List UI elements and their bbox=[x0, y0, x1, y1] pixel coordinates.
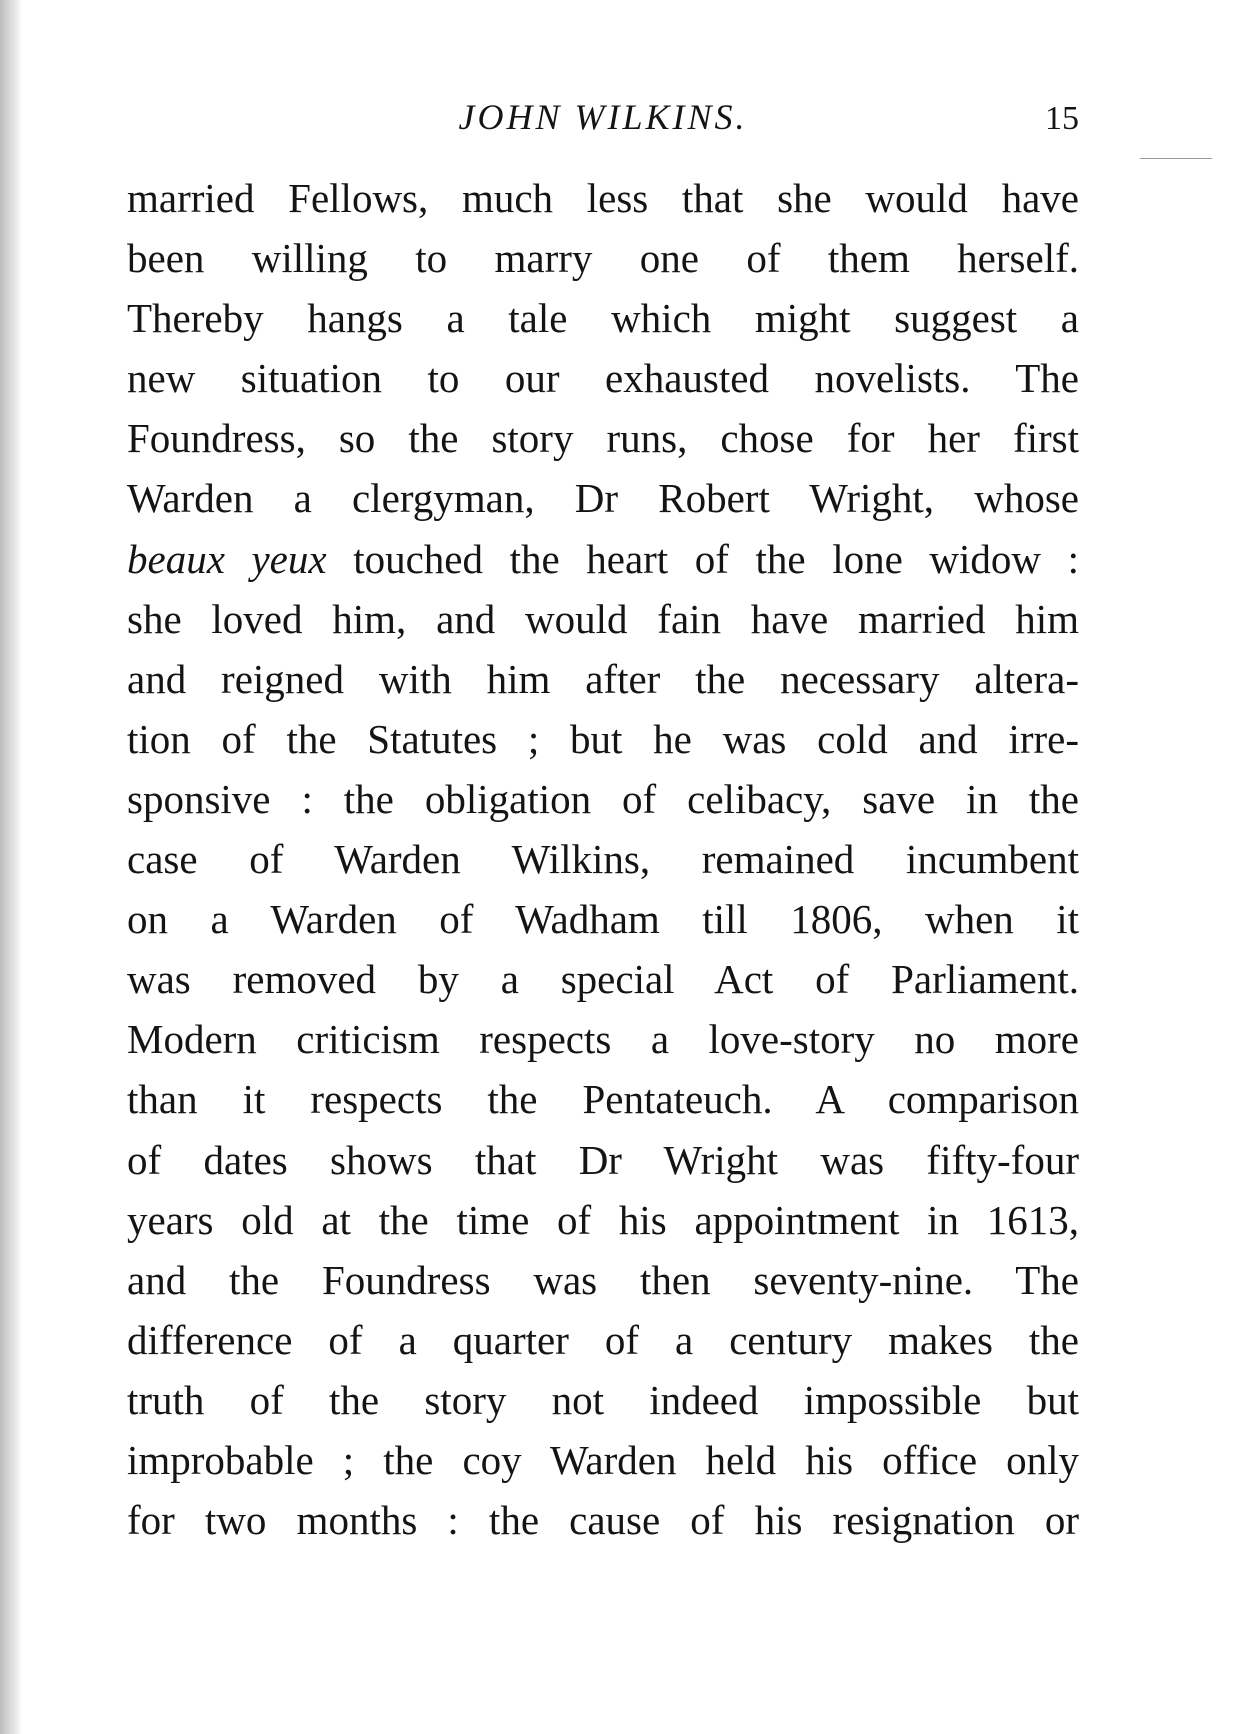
text-line-rest: touched the heart of the lone widow : bbox=[326, 535, 1079, 582]
text-line: and the Foundress was then seventy-nine. The bbox=[127, 1256, 1079, 1303]
text-line: Warden a clergyman, Dr Robert Wright, whose bbox=[127, 475, 1079, 522]
text-line: than it respects the Pentateuch. A comparison bbox=[127, 1076, 1079, 1123]
text-line: case of Warden Wilkins, remained incumbent bbox=[127, 836, 1079, 883]
text-line: truth of the story not indeed impossible but bbox=[127, 1376, 1079, 1423]
text-line: difference of a quarter of a century makes the bbox=[127, 1316, 1079, 1363]
header-rule bbox=[1140, 158, 1212, 159]
text-line: been willing to marry one of them herself. bbox=[127, 235, 1079, 282]
running-head: JOHN WILKINS. bbox=[458, 97, 748, 137]
text-line: married Fellows, much less that she would have bbox=[127, 175, 1079, 221]
text-line: and reigned with him after the necessary altera- bbox=[127, 655, 1079, 702]
text-line: on a Warden of Wadham till 1806, when it bbox=[127, 896, 1079, 943]
text-line: tion of the Statutes ; but he was cold and irre- bbox=[127, 715, 1079, 762]
scan-gutter-shadow bbox=[0, 0, 22, 1734]
text-line: years old at the time of his appointment in 1613, bbox=[127, 1196, 1079, 1243]
text-line: Modern criticism respects a love-story no more bbox=[127, 1016, 1079, 1063]
text-line: Foundress, so the story runs, chose for her first bbox=[127, 415, 1079, 462]
text-line: improbable ; the coy Warden held his office only bbox=[127, 1436, 1079, 1483]
text-line: sponsive : the obligation of celibacy, save in the bbox=[127, 775, 1079, 822]
text-line: was removed by a special Act of Parliament. bbox=[127, 956, 1079, 1003]
text-line: she loved him, and would fain have married him bbox=[127, 595, 1079, 642]
text-line: of dates shows that Dr Wright was fifty-four bbox=[127, 1136, 1079, 1183]
body-text bbox=[127, 168, 1079, 1550]
text-line: new situation to our exhausted novelists. The bbox=[127, 355, 1079, 402]
page-number: 15 bbox=[1045, 100, 1079, 137]
text-line: Thereby hangs a tale which might suggest a bbox=[127, 295, 1079, 342]
text-line: for two months : the cause of his resignation or bbox=[127, 1497, 1079, 1544]
page-header bbox=[127, 92, 1079, 142]
italic-phrase: beaux yeux bbox=[127, 535, 327, 582]
text-line bbox=[127, 529, 1079, 589]
